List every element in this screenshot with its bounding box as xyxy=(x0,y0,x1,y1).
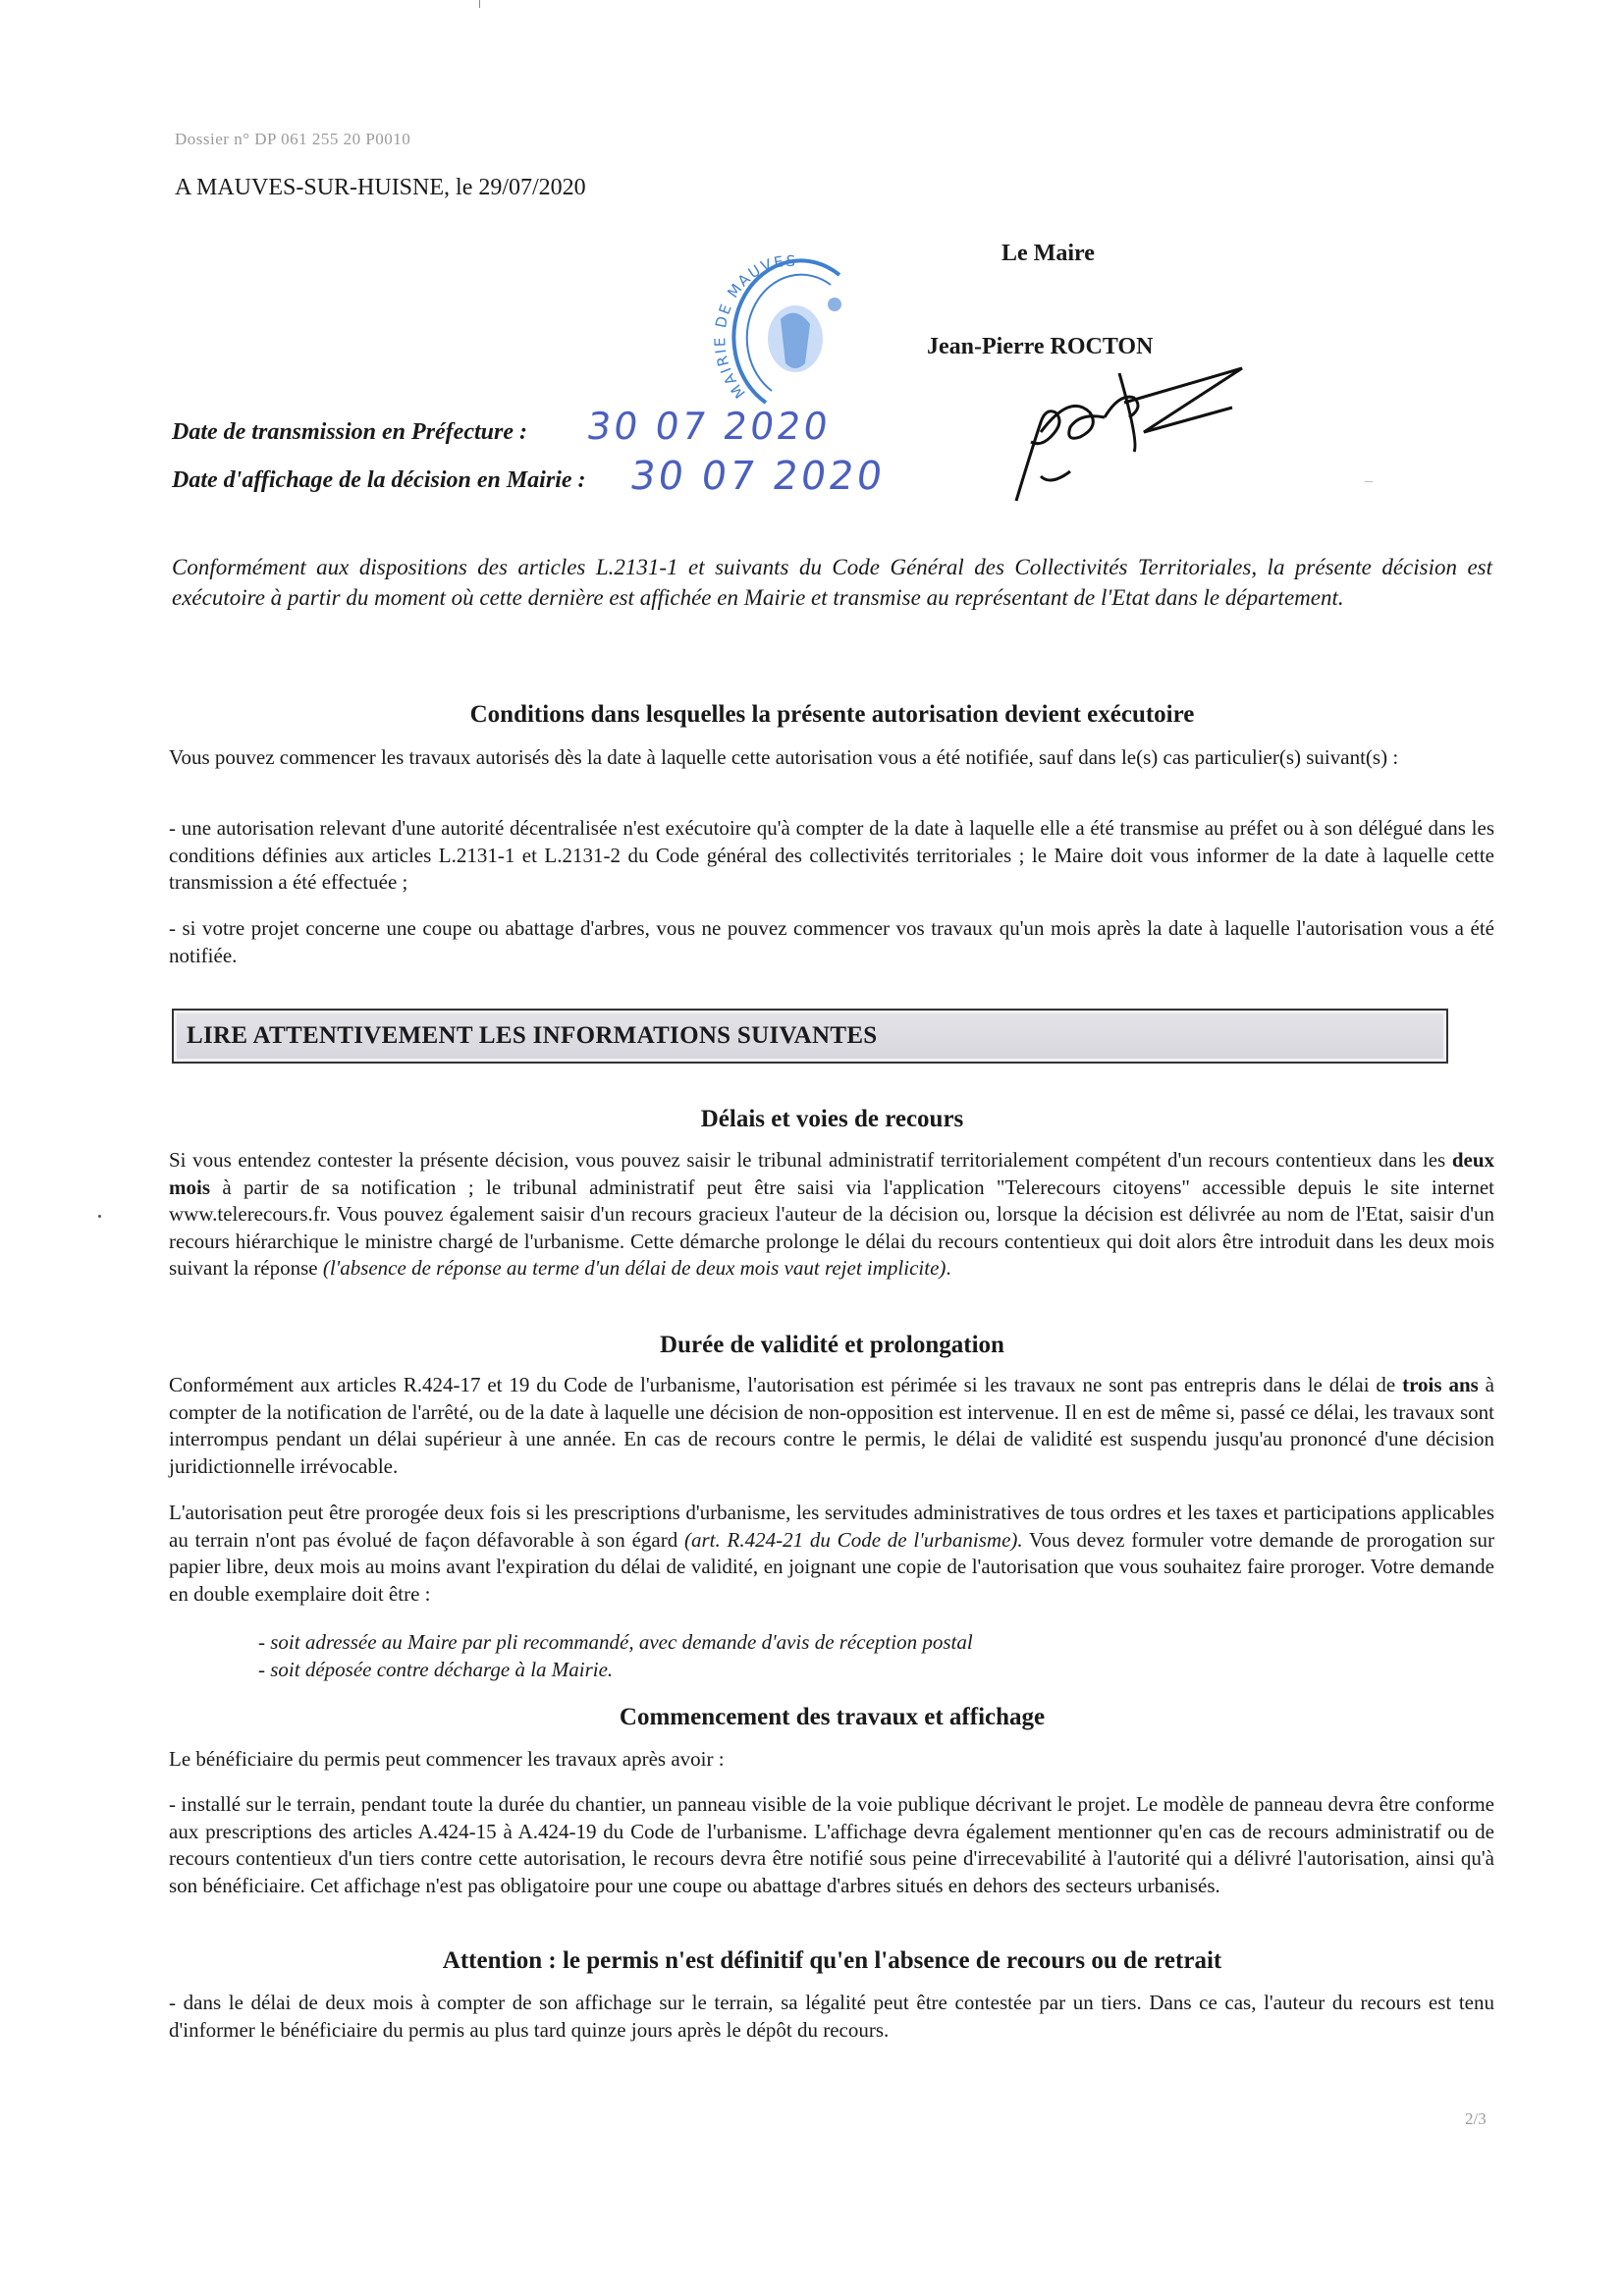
duree-bullet-2: - soit déposée contre décharge à la Mairie. xyxy=(258,1658,614,1681)
affichage-label: Date d'affichage de la décision en Mairie : xyxy=(172,467,586,493)
prefecture-transmission-date: 30 07 2020 xyxy=(583,405,834,448)
signatory-name: Jean-Pierre ROCTON xyxy=(927,334,1154,359)
commencement-paragraph-1: Le bénéficiaire du permis peut commencer les travaux après avoir : xyxy=(169,1747,725,1771)
commencement-paragraph-2: - installé sur le terrain, pendant toute la durée du chantier, un panneau visible de la voie publique décrivant le projet. Le modèle de panneau devra être conforme aux prescriptions des articles A.424-15 à A.424-19 du Code de l'urbanisme. L'affichage devra également mentionner qu'en cas de recours administratif ou de recours contentieux d'un tiers contre cette autorisation, le recours devra être notifié sous peine d'irrecevabilité à l'autorité qui a délivré l'autorisation, ainsi qu'à son bénéficiaire. Cet affichage n'est pas obligatoire pour une coupe ou abattage d'arbres situés en dehors des secteurs urbanisés. xyxy=(169,1792,1494,1897)
scan-artifact-line xyxy=(1365,481,1373,482)
duree-paragraph-2: L'autorisation peut être prorogée deux fois si les prescriptions d'urbanisme, les servitudes administratives de tous ordres et les taxes et participations applicables au terrain n'ont pas évolué de façon défavorable à son égard (art. R.424-21 du Code de l'urbanisme). Vous devez formuler votre demande de prorogation sur papier libre, deux mois au moins avant l'expiration du délai de validité, en joignant une copie de l'autorisation que vous souhaitez faire proroger. Votre demande en double exemplaire doit être : xyxy=(169,1501,1494,1606)
conditions-title: Conditions dans lesquelles la présente autorisation devient exécutoire xyxy=(469,701,1195,728)
page-number: 2/3 xyxy=(1465,2109,1487,2128)
conditions-paragraph-2: - une autorisation relevant d'une autorité décentralisée n'est exécutoire qu'à compter de la date à laquelle elle a été transmise au préfet ou à son délégué dans les conditions définies aux articles L.2131-1 et L.2131-2 du Code général des collectivités territoriales ; le Maire doit vous informer de la date à laquelle cette transmission a été effectuée ; xyxy=(169,816,1494,894)
duree-bullet-1: - soit adressée au Maire par pli recommandé, avec demande d'avis de réception postal xyxy=(258,1630,973,1654)
duree-title: Durée de validité et prolongation xyxy=(660,1332,1004,1358)
attention-title: Attention : le permis n'est définitif qu'en l'absence de recours ou de retrait xyxy=(442,1947,1222,1974)
conditions-paragraph-1: Vous pouvez commencer les travaux autorisés dès la date à laquelle cette autorisation vous a été notifiée, sauf dans le(s) cas particulier(s) suivant(s) : xyxy=(169,745,1399,769)
duree-paragraph-1: Conformément aux articles R.424-17 et 19 du Code de l'urbanisme, l'autorisation est périmée si les travaux ne sont pas entrepris dans le délai de trois ans à compter de la notification de l'arrêté, ou de la date à laquelle une décision de non-opposition est intervenue. Il en est de même si, passé ce délai, les travaux sont interrompus pendant un délai supérieur à une année. En cas de recours contre le permis, le délai de validité est suspendu jusqu'au prononcé d'une décision juridictionnelle irrévocable. xyxy=(169,1373,1494,1478)
delais-title: Délais et voies de recours xyxy=(700,1106,964,1132)
signatory-title: Le Maire xyxy=(1001,241,1095,266)
prefecture-transmission-label: Date de transmission en Préfecture : xyxy=(172,419,527,445)
dossier-number: Dossier n° DP 061 255 20 P0010 xyxy=(175,130,411,148)
warning-banner-text: LIRE ATTENTIVEMENT LES INFORMATIONS SUIVANTES xyxy=(187,1022,878,1049)
attention-paragraph: - dans le délai de deux mois à compter de son affichage sur le terrain, sa légalité peut être contestée par un tiers. Dans ce cas, l'auteur du recours est tenu d'informer le bénéficiaire du permis au plus tard quinze jours après le dépôt du recours. xyxy=(169,1991,1494,2042)
mayor-signature xyxy=(1011,354,1247,511)
mairie-stamp xyxy=(707,246,854,412)
warning-banner xyxy=(172,1009,1448,1064)
intro-paragraph: Conformément aux dispositions des articles L.2131-1 et suivants du Code Général des Collectivités Territoriales, la présente décision est exécutoire à partir du moment où cette dernière est affichée en Mairie et transmise au représentant de l'Etat dans le département. xyxy=(172,555,1492,610)
place-date: A MAUVES-SUR-HUISNE, le 29/07/2020 xyxy=(175,175,586,200)
affichage-date: 30 07 2020 xyxy=(626,454,889,499)
commencement-title: Commencement des travaux et affichage xyxy=(619,1704,1046,1730)
scan-artifact-tick xyxy=(479,0,480,8)
stamp-text: MAIRIE DE MAUVES xyxy=(711,251,798,403)
conditions-paragraph-3: - si votre projet concerne une coupe ou abattage d'arbres, vous ne pouvez commencer vos travaux qu'un mois après la date à laquelle l'autorisation vous a été notifiée. xyxy=(169,916,1494,967)
delais-paragraph: Si vous entendez contester la présente décision, vous pouvez saisir le tribunal administratif territorialement compétent d'un recours contentieux dans les deux mois à partir de sa notification ; le tribunal administratif peut être saisi via l'application "Telerecours citoyens" accessible depuis le site internet www.telerecours.fr. Vous pouvez également saisir d'un recours gracieux l'auteur de la décision ou, lorsque la décision est délivrée au nom de l'Etat, saisir d'un recours hiérarchique le ministre chargé de l'urbanisme. Cette démarche prolonge le délai du recours contentieux qui doit alors être introduit dans les deux mois suivant la réponse (l'absence de réponse au terme d'un délai de deux mois vaut rejet implicite). xyxy=(169,1148,1494,1280)
scan-artifact-dot xyxy=(98,1215,101,1218)
